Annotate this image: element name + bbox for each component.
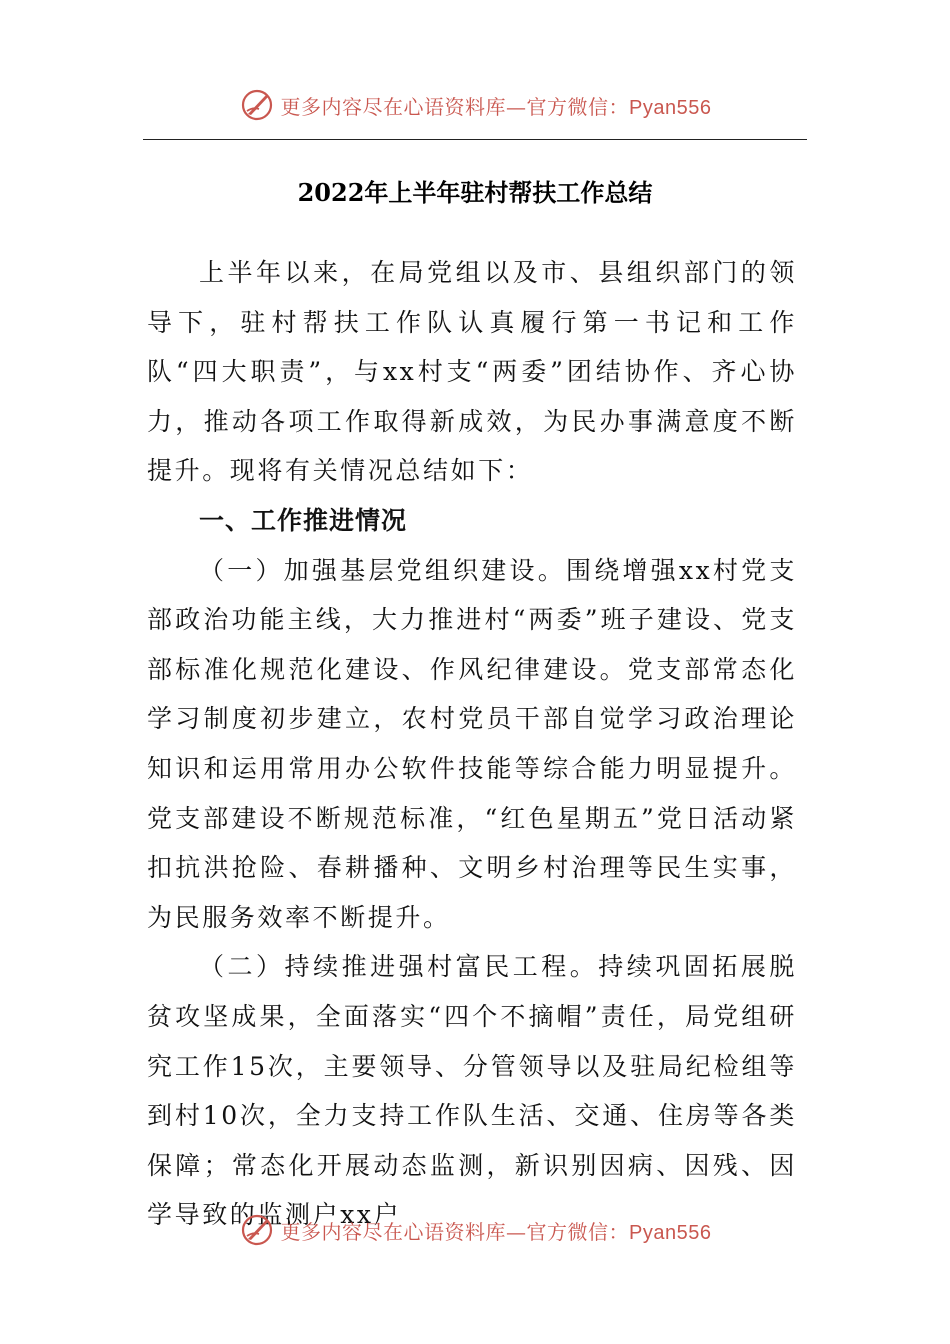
watermark-footer xyxy=(0,1210,950,1250)
watermark-text: 更多内容尽在心语资料库—官方微信：Pyan556 xyxy=(280,94,712,119)
wechat-id: Pyan556 xyxy=(629,96,712,119)
quill-seal-icon xyxy=(239,1212,275,1248)
paragraph-village-prosperity: （二）持续推进强村富民工程。持续巩固拓展脱贫攻坚成果，全面落实“四个不摘帽”责任，局党组研究工作15次，主要领导、分管领导以及驻局纪检组等到村10次，全力支持工作队生活、交通、住房等各类保障；常态化开展动态监测，新识别因病、因残、因学导致的监测户xx户 xyxy=(147,952,797,1230)
section-heading: 一、工作推进情况 xyxy=(199,505,408,535)
document-title: 2022年上半年驻村帮扶工作总结 xyxy=(297,178,653,207)
document-body xyxy=(147,248,797,1240)
watermark-text: 更多内容尽在心语资料库—官方微信：Pyan556 xyxy=(280,1219,712,1244)
intro-paragraph: 上半年以来，在局党组以及市、县组织部门的领导下，驻村帮扶工作队认真履行第一书记和工作队“四大职责”，与xx村支“两委”团结协作、齐心协力，推动各项工作取得新成效，为民办事满意度不断提升。现将有关情况总结如下： xyxy=(147,258,797,486)
wechat-id: Pyan556 xyxy=(629,1221,712,1244)
watermark-header xyxy=(0,85,950,125)
header-divider xyxy=(143,139,807,140)
quill-seal-icon xyxy=(239,87,275,123)
paragraph-party-building: （一）加强基层党组织建设。围绕增强xx村党支部政治功能主线，大力推进村“两委”班子建设、党支部标准化规范化建设、作风纪律建设。党支部常态化学习制度初步建立，农村党员干部自觉学习政治理论知识和运用常用办公软件技能等综合能力明显提升。党支部建设不断规范标准，“红色星期五”党日活动紧扣抗洪抢险、春耕播种、文明乡村治理等民生实事，为民服务效率不断提升。 xyxy=(147,555,797,932)
